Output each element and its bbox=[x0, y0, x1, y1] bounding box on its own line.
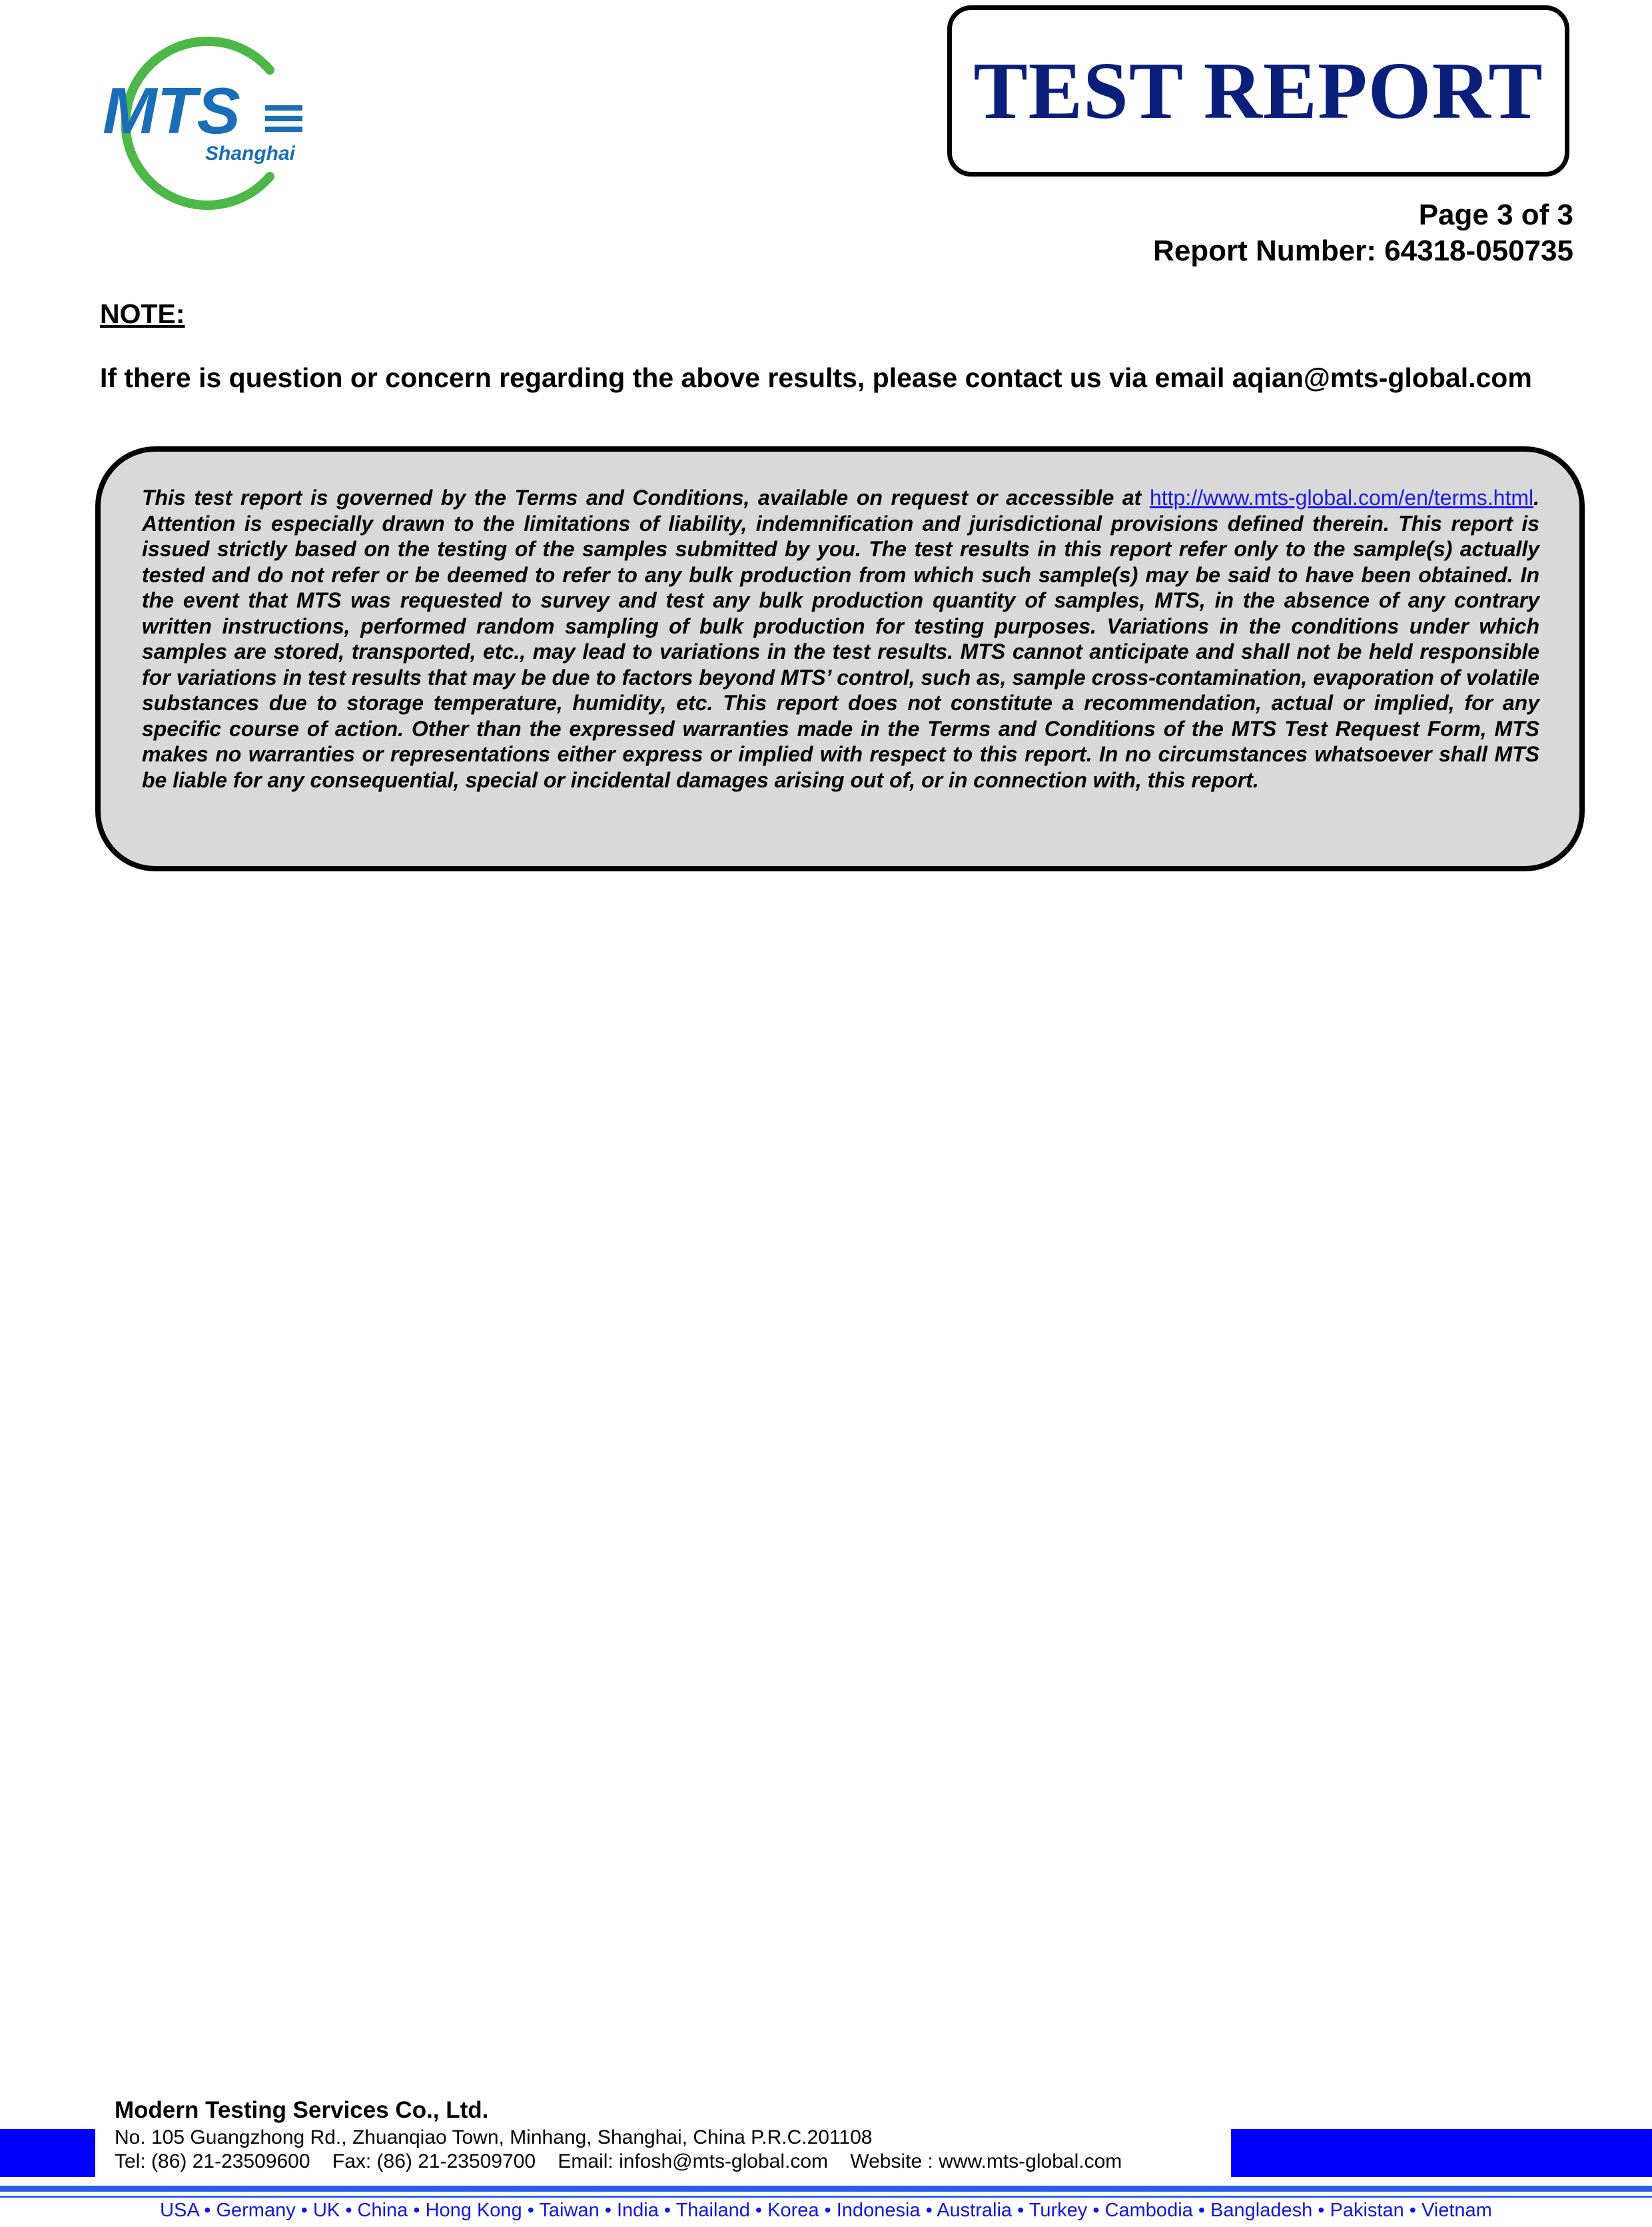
disclaimer-text bbox=[142, 485, 1539, 793]
terms-link[interactable]: http://www.mts-global.com/en/terms.html bbox=[1149, 486, 1534, 510]
footer-blue-block-right bbox=[1231, 2129, 1652, 2177]
footer-divider-thick bbox=[0, 2186, 1652, 2192]
footer-divider-thin bbox=[0, 2196, 1652, 2198]
footer-countries: USA • Germany • UK • China • Hong Kong • Taiwan • India • Thailand • Korea • Indonesia • Australia • Turkey • Cambodia • Bangladesh • Pakistan • Vietnam bbox=[160, 2200, 1492, 2221]
footer-blue-block-left bbox=[0, 2129, 95, 2177]
report-title: TEST REPORT bbox=[973, 45, 1543, 136]
footer-contact: Tel: (86) 21-23509600 Fax: (86) 21-23509700 Email: infosh@mts-global.com Website : www.mts-global.com bbox=[115, 2150, 1122, 2172]
contact-line: If there is question or concern regarding the above results, please contact us via email aqian@mts-global.com bbox=[100, 362, 1532, 393]
mts-logo-icon bbox=[100, 33, 313, 213]
mts-logo bbox=[100, 33, 313, 213]
report-number: Report Number: 64318-050735 bbox=[1153, 234, 1573, 267]
disclaimer-intro: This test report is governed by the Terms and Conditions, available on request or accessible at bbox=[142, 486, 1150, 510]
footer-address: No. 105 Guangzhong Rd., Zhuanqiao Town, Minhang, Shanghai, China P.R.C.201108 bbox=[115, 2126, 873, 2148]
title-box bbox=[947, 5, 1569, 177]
logo-subtext: Shanghai bbox=[205, 143, 296, 165]
page-info-block bbox=[1153, 197, 1573, 269]
note-heading: NOTE: bbox=[100, 298, 185, 329]
disclaimer-body: . Attention is especially drawn to the limitations of liability, indemnification and jurisdictional provisions defined therein. This report is issued strictly based on the testing of the samples submitted by you. The test results in this report refer only to the sample(s) actually tested and do not refer or be deemed to refer to any bulk production from which such sample(s) may be said to have been obtained. In the event that MTS was requested to survey and test any bulk production quantity of samples, MTS, in the absence of any contrary written instructions, performed random sampling of bulk production for testing purposes. Variations in the conditions under which samples are stored, transported, etc., may lead to variations in the test results. MTS cannot anticipate and shall not be held responsible for variations in test results that may be due to factors beyond MTS’ control, such as, sample cross-contamination, evaporation of volatile substances due to storage temperature, humidity, etc. This report does not constitute a recommendation, actual or implied, for any specific course of action. Other than the expressed warranties made in the Terms and Conditions of the MTS Test Request Form, MTS makes no warranties or representations either express or implied with respect to this report. In no circumstances whatsoever shall MTS be liable for any consequential, special or incidental damages arising out of, or in connection with, this report. bbox=[142, 486, 1539, 792]
logo-text: MTS bbox=[103, 74, 240, 147]
page-number: Page 3 of 3 bbox=[1418, 199, 1573, 231]
disclaimer-box bbox=[95, 446, 1585, 871]
footer-company: Modern Testing Services Co., Ltd. bbox=[115, 2097, 489, 2123]
